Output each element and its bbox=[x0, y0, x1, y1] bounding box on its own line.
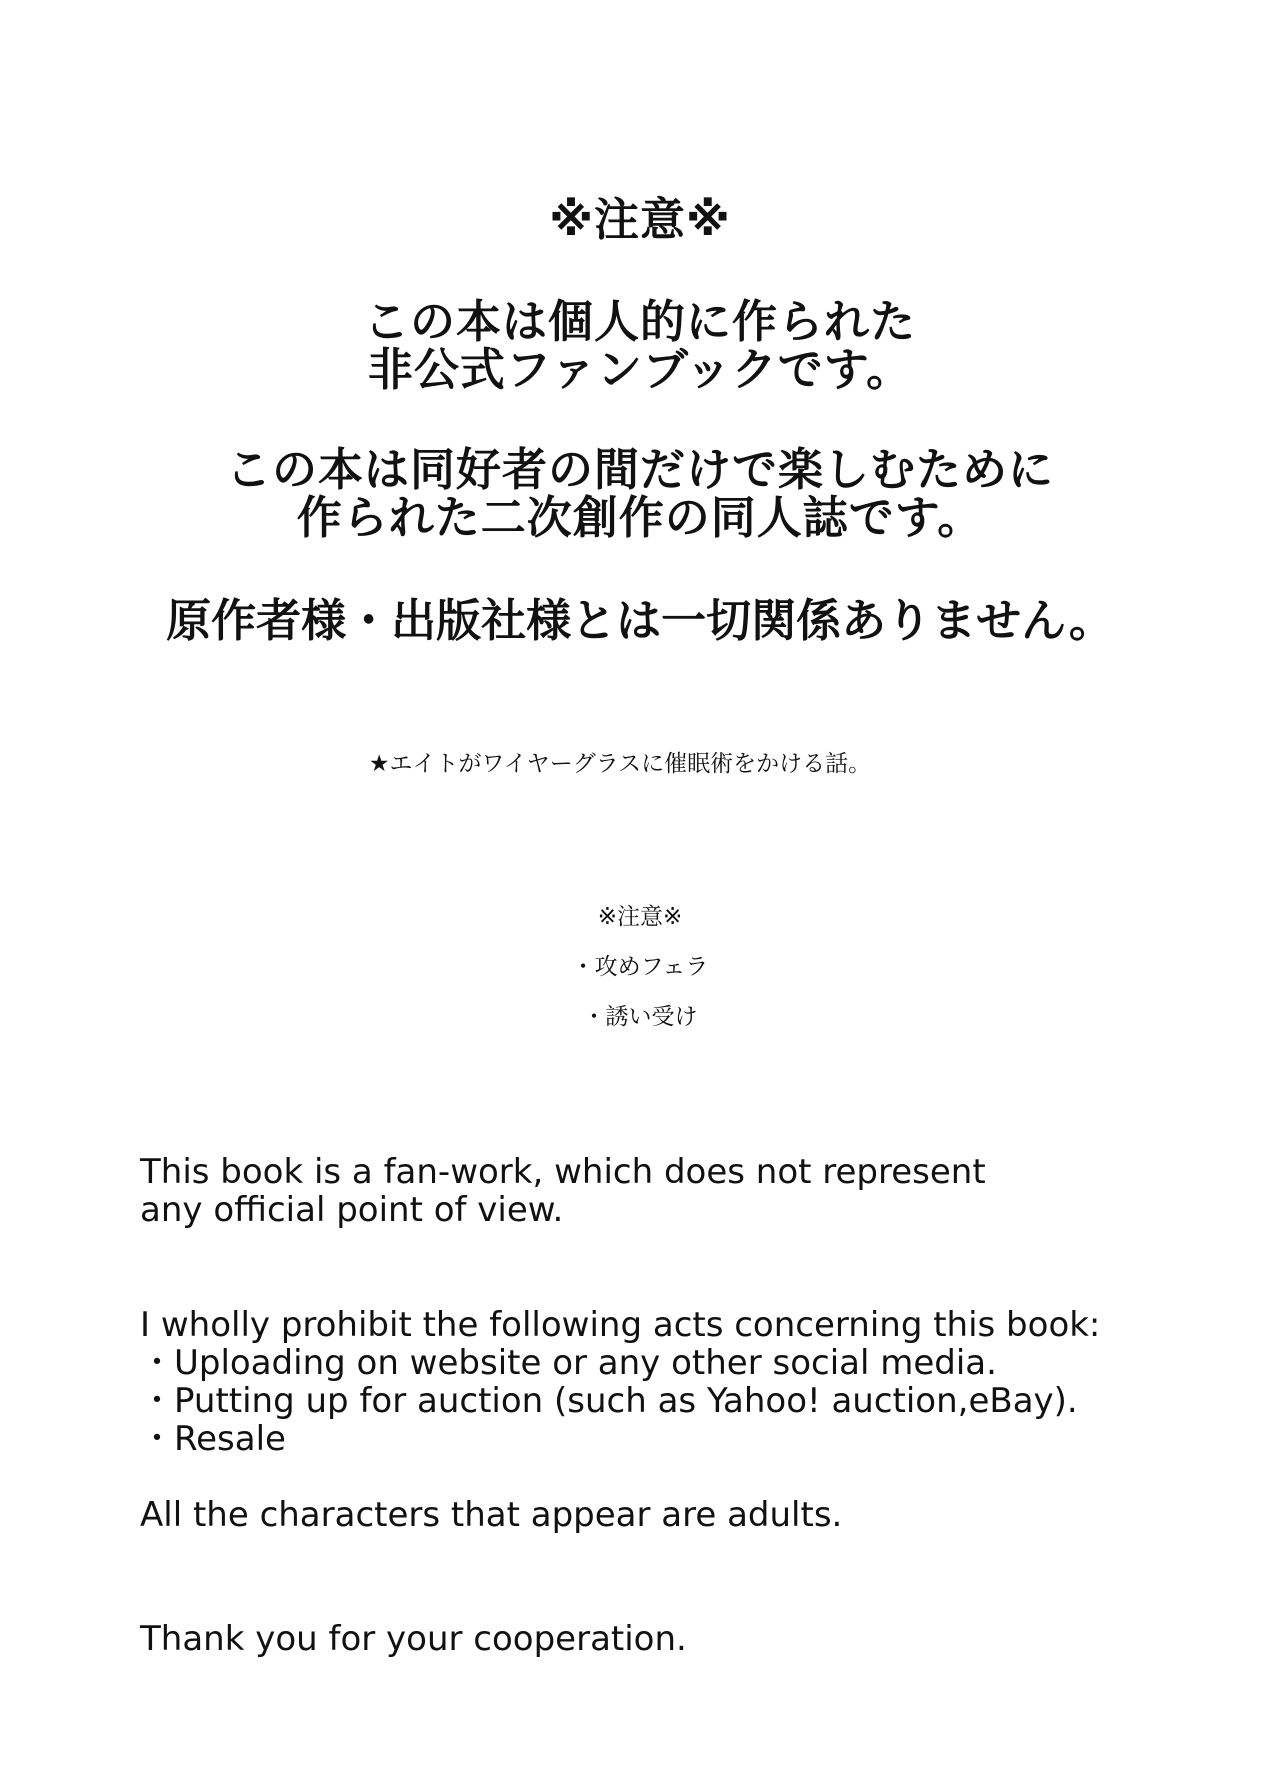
english-prohibit-item-2: ・Putting up for auction (such as Yahoo! auction,eBay). bbox=[140, 1381, 1078, 1421]
english-fanwork-line-2: any official point of view. bbox=[140, 1190, 564, 1230]
story-summary bbox=[0, 751, 1260, 777]
english-fanwork-line-1: This book is a fan-work, which does not represent bbox=[140, 1152, 986, 1192]
english-thanks-text: Thank you for your cooperation. bbox=[140, 1619, 687, 1659]
notice-paragraph-2-line-1: この本は同好者の間だけで楽しむために bbox=[225, 443, 1054, 496]
english-prohibit-item-1: ・Uploading on website or any other social media. bbox=[140, 1343, 997, 1383]
content-warning bbox=[0, 904, 1280, 1030]
english-prohibit-item-3: ・Resale bbox=[140, 1419, 286, 1459]
notice-paragraph-2 bbox=[0, 443, 1280, 544]
notice-section bbox=[0, 193, 1280, 246]
english-fanwork-notice bbox=[140, 1153, 1240, 1229]
notice-paragraph-3-line: 原作者様・出版社様とは一切関係ありません。 bbox=[166, 594, 1114, 647]
english-adults-notice bbox=[140, 1496, 1240, 1534]
english-thanks bbox=[140, 1620, 1240, 1658]
content-warning-item-2: ・誘い受け bbox=[582, 1004, 698, 1030]
notice-title: ※注意※ bbox=[549, 193, 731, 246]
notice-paragraph-3 bbox=[0, 594, 1280, 647]
story-summary-text: ★エイトがワイヤーグラスに催眠術をかける話。 bbox=[368, 751, 872, 777]
english-adults-text: All the characters that appear are adults. bbox=[140, 1495, 843, 1535]
notice-paragraph-2-line-2: 作られた二次創作の同人誌です。 bbox=[296, 491, 984, 544]
notice-paragraph-1-line-1: この本は個人的に作られた bbox=[363, 295, 916, 348]
notice-paragraph-1-line-2: 非公式ファンブックです。 bbox=[367, 343, 913, 396]
content-warning-title: ※注意※ bbox=[597, 904, 683, 930]
content-warning-item-1: ・攻めフェラ bbox=[571, 954, 709, 980]
notice-paragraph-1 bbox=[0, 295, 1280, 396]
english-prohibitions bbox=[140, 1306, 1240, 1458]
english-prohibit-intro: I wholly prohibit the following acts concerning this book: bbox=[140, 1305, 1101, 1345]
